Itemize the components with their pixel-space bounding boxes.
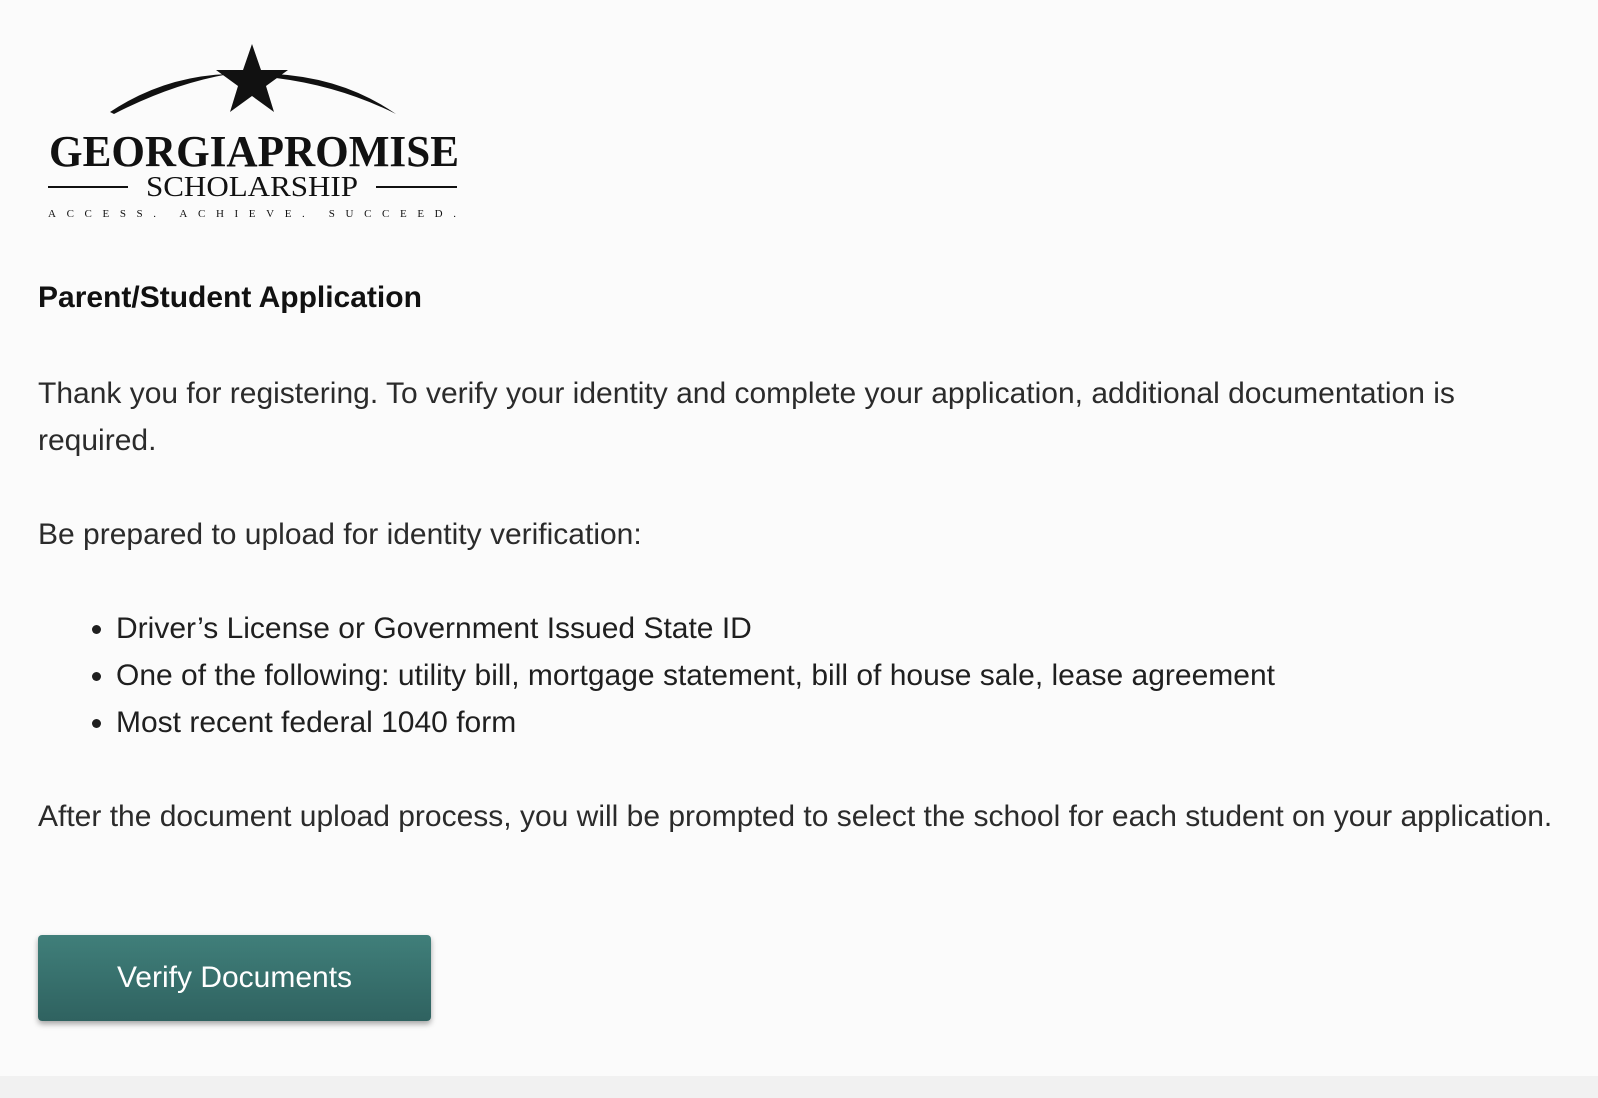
georgia-promise-logo: [44, 40, 464, 222]
list-item: • Driver’s License or Government Issued State ID: [116, 605, 1558, 652]
page-title: Parent/Student Application: [38, 281, 422, 314]
logo-right-swoosh: [276, 74, 396, 114]
list-item: • Most recent federal 1040 form: [116, 699, 1558, 746]
required-documents-list: [38, 605, 1558, 746]
prepare-text: Be prepared to upload for identity verification:: [38, 518, 642, 551]
list-item: • One of the following: utility bill, mortgage statement, bill of house sale, lease agreement: [116, 652, 1558, 699]
logo-title: GEORGIAPROMISE: [49, 127, 459, 176]
logo-subtitle: SCHOLARSHIP: [146, 172, 358, 203]
verify-documents-button[interactable]: Verify Documents: [38, 935, 431, 1021]
intro-text: Thank you for registering. To verify your identity and complete your application, additional documentation is required.: [38, 377, 1455, 457]
application-content: [38, 278, 1558, 840]
footer-bar: [0, 1076, 1598, 1098]
logo-tagline: ACCESS. ACHIEVE. SUCCEED.: [47, 208, 457, 220]
logo-left-swoosh: [110, 74, 229, 114]
after-upload-text: After the document upload process, you will be prompted to select the school for each student on your application.: [38, 800, 1553, 833]
